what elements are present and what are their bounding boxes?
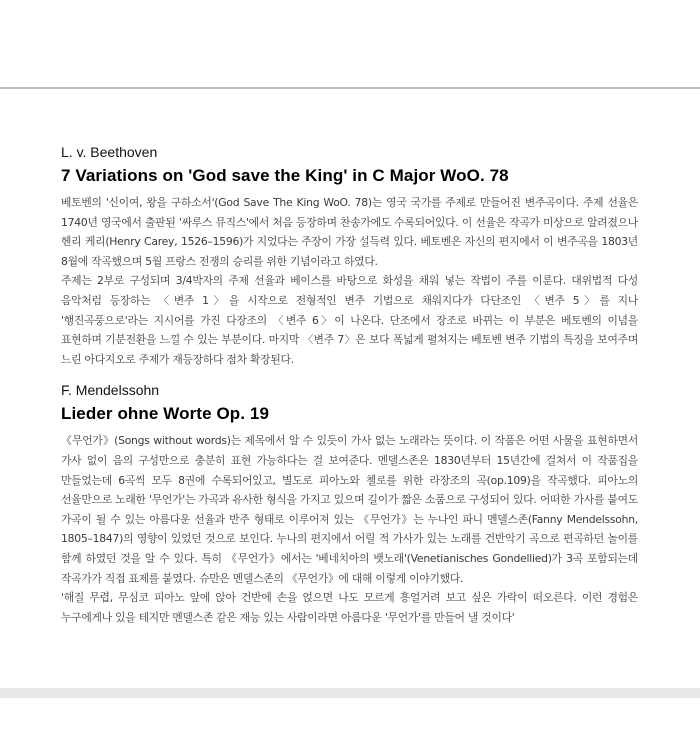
program-notes	[61, 143, 638, 627]
description-paragraph: 베토벤의 '신이여, 왕을 구하소서'(God Save The King WoO. 78)는 영국 국가를 주제로 만들어진 변주곡이다. 주제 선율은 1740년 영국에서 출판된 '싸루스 뮤직스'에서 처음 등장하며 찬송가에도 수록되어있다. 이 선율은 작곡가 미상으로 알려졌으나 헨리 케리(Henry Carey, 1526–1596)가 지었다는 주장이 가장 설득력 있다. 베토벤은 자신의 편지에서 이 변주곡을 1803년 8월에 작곡했으며 5월 프랑스 전쟁의 승리를 위한 기념이라고 하였다.	[61, 196, 638, 268]
work-title: Lieder ohne Worte Op. 19	[61, 404, 270, 424]
description-paragraph: 《무언가》(Songs without words)는 제목에서 알 수 있듯이 가사 없는 노래라는 뜻이다. 이 작품은 어떤 사물을 표현하면서 가사 없이 음의 구성만으로 충분히 표현 가능하다는 걸 보여준다. 멘델스존은 1830년부터 15년간에 걸쳐서 이 작품집을 만들었는데 6곡씩 모두 8권에 수록되어있고, 별도로 피아노와 첼로를 위한 라장조의 곡(op.109)을 작곡했다. 피아노의 선율만으로 노래한 '무언가'는 가곡과 유사한 형식을 가지고 있으며 길이가 짧은 소품으로 구성되어 있다. 어떠한 가사를 붙여도 가곡이 될 수 있는 아름다운 선율과 반주 형태로 이루어져 있는 《무언가》는 누나인 파니 멘델스존(Fanny Mendelssohn, 1805–1847)의 영향이 있었던 것으로 보인다. 누나의 편지에서 어릴 적 가사가 있는 노래를 건반악기 곡으로 편곡하던 놀이를 함께 하였던 것을 알 수 있다. 특히 《무언가》에서는 '베네치아의 뱃노래'(Venetianisches Gondellied)가 3곡 포함되는데 작곡가가 직접 표제를 붙였다. 슈만은 멘델스존의 《무언가》에 대해 이렇게 이야기했다.	[61, 434, 638, 585]
work-title: 7 Variations on 'God save the King' in C Major WoO. 78	[61, 166, 509, 185]
mendelssohn-section	[61, 381, 638, 627]
top-divider	[0, 87, 700, 89]
description-paragraph: 주제는 2부로 구성되며 3/4박자의 주제 선율과 베이스를 바탕으로 화성을 채워 넣는 작법이 주를 이룬다. 대위법적 다성 음악처럼 등장하는 〈변주 1〉을 시작으로 전형적인 변주 기법으로 채워지다가 다단조인 〈변주 5〉를 지나 '행진곡풍으로'라는 지시어를 가진 다장조의 〈변주 6〉이 나온다. 단조에서 장조로 바뀌는 이 부분은 베토벤의 이념을 표현하며 기분전환을 느낄 수 있는 부분이다. 마지막 〈변주 7〉은 보다 폭넓게 펼쳐지는 베토벤 변주 기법의 특징을 보여주며 느린 아다지오로 주제가 재등장하다 점차 확장된다.	[61, 274, 638, 366]
composer-name: L. v. Beethoven	[61, 144, 158, 160]
quote-paragraph: '해질 무렵, 무심코 피아노 앞에 앉아 건반에 손을 얹으면 나도 모르게 흥얼거려 보고 싶은 가락이 떠오른다. 이런 경험은 누구에게나 있을 테지만 멘델스존 같은 재능 있는 사람이라면 아름다운 '무언가'를 만들어 낼 것이다'	[61, 591, 638, 624]
bottom-band	[0, 688, 700, 698]
beethoven-section	[61, 143, 638, 369]
composer-name: F. Mendelssohn	[61, 382, 160, 399]
